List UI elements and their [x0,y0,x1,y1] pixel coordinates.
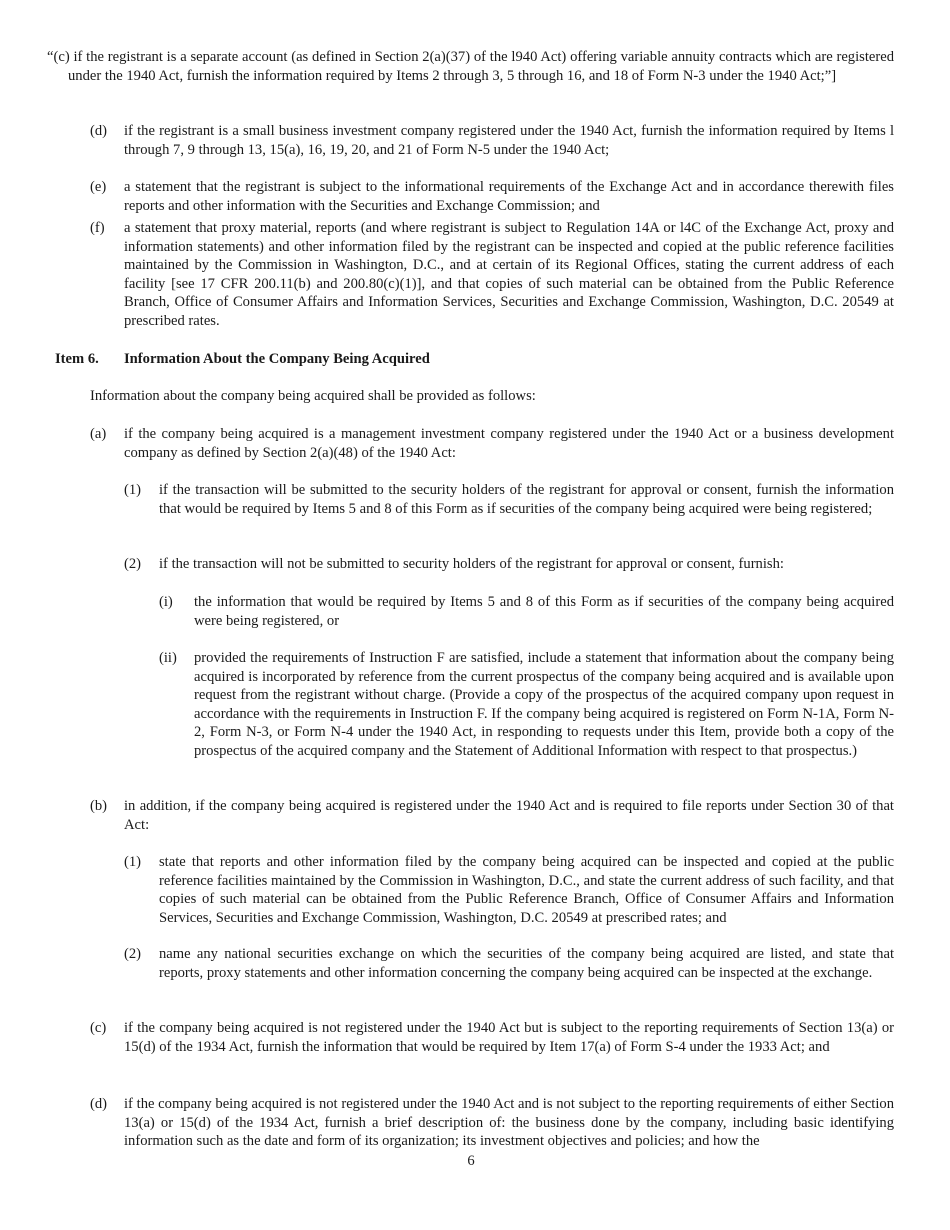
item6-a2i-text: the information that would be required by Items 5 and 8 of this Form as if securities of the company being acquired were being registered, or [194,594,894,629]
item-d-label: (d) [90,123,108,139]
item6-a2ii-label: (ii) [159,650,177,666]
item-f-text: a statement that proxy material, reports (and where registrant is subject to Regulation 14A or l4C of the Exchange Act, proxy and information statements) and other information filed by the registrant can be inspected and copied at the public reference facilities maintained by the Commission in Washington, D.C., and at certain of its Regional Offices, stating the current address of each facility [see 17 CFR 200.11(b) and 200.80(c)(1)], and that copies of such material can be obtained from the Public Reference Branch, Office of Consumer Affairs and Information Services, Securities and Exchange Commission, Washington, D.C. 20549 at prescribed rates. [124,220,894,329]
item6-d-label: (d) [90,1096,108,1112]
paragraph-intro-c: “(c) if the registrant is a separate account (as defined in Section 2(a)(37) of the l940 Act) offering variable annuity contracts which are registered under the 1940 Act, furnish the information required by Items 2 through 3, 5 through 16, and 18 of Form N-3 under the 1940 Act;”] [47,49,894,84]
item6-b-text: in addition, if the company being acquired is registered under the 1940 Act and is required to file reports under Section 30 of that Act: [124,798,894,833]
page-number: 6 [467,1153,475,1169]
item-e-label: (e) [90,179,107,195]
item6-b-label: (b) [90,798,108,814]
item6-a-text: if the company being acquired is a management investment company registered under the 1940 Act or a business development company as defined by Section 2(a)(48) of the 1940 Act: [124,426,894,461]
item6-a2-label: (2) [124,556,142,572]
item-d-text: if the registrant is a small business investment company registered under the 1940 Act, furnish the information required by Items l through 7, 9 through 13, 15(a), 16, 19, 20, and 21 of Form N-5 under the 1940 Act; [124,123,894,158]
item6-a2i-label: (i) [159,594,173,610]
item6-b2-text: name any national securities exchange on which the securities of the company being acquired are listed, and state that reports, proxy statements and other information concerning the company being acquired can be inspected at the exchange. [159,946,894,981]
item6-a1-text: if the transaction will be submitted to the security holders of the registrant for approval or consent, furnish the information that would be required by Items 5 and 8 of this Form as if securities of the company being acquired were being registered; [159,482,894,517]
item6-c-text: if the company being acquired is not registered under the 1940 Act but is subject to the reporting requirements of Section 13(a) or 15(d) of the 1934 Act, furnish the information that would be required by Item 17(a) of Form S-4 under the 1933 Act; and [124,1020,894,1055]
item6-title: Information About the Company Being Acquired [124,351,430,367]
item6-a-label: (a) [90,426,107,442]
item-f-label: (f) [90,220,105,236]
item6-b1-label: (1) [124,854,142,870]
item6-c-label: (c) [90,1020,107,1036]
item-e-text: a statement that the registrant is subject to the informational requirements of the Exchange Act and in accordance therewith files reports and other information with the Securities and Exchange Commission; and [124,179,894,214]
item6-a1-label: (1) [124,482,142,498]
item6-intro: Information about the company being acquired shall be provided as follows: [90,388,536,404]
item6-a2-text: if the transaction will not be submitted to security holders of the registrant for approval or consent, furnish: [159,556,784,572]
item6-number: Item 6. [55,351,99,367]
item6-b1-text: state that reports and other information filed by the company being acquired can be inspected and copied at the public reference facilities maintained by the Commission in Washington, D.C., and state the current address of such facility, and that copies of such material can be obtained from the Public Reference Branch, Office of Consumer Affairs and Information Services, Securities and Exchange Commission, Washington, D.C. 20549 at prescribed rates; and [159,854,894,926]
item6-d-text: if the company being acquired is not registered under the 1940 Act and is not subject to the reporting requirements of either Section 13(a) or 15(d) of the 1934 Act, furnish a brief description of: the business done by the company, including basic identifying information such as the date and form of its organization; its investment objectives and policies; and how the [124,1096,894,1150]
item6-b2-label: (2) [124,946,142,962]
item6-a2ii-text: provided the requirements of Instruction F are satisfied, include a statement that information about the company being acquired is incorporated by reference from the current prospectus of the company being acquired and is available upon request from the registrant without charge. (Provide a copy of the prospectus of the acquired company upon request in accordance with the requirements in Instruction F. If the company being acquired is registered on Form N-1A, Form N-2, Form N-3, or Form N-4 under the 1940 Act, in responding to requests under this Item, provide both a copy of the prospectus of the acquired company and the Statement of Additional Information with respect to that prospectus.) [194,650,894,759]
